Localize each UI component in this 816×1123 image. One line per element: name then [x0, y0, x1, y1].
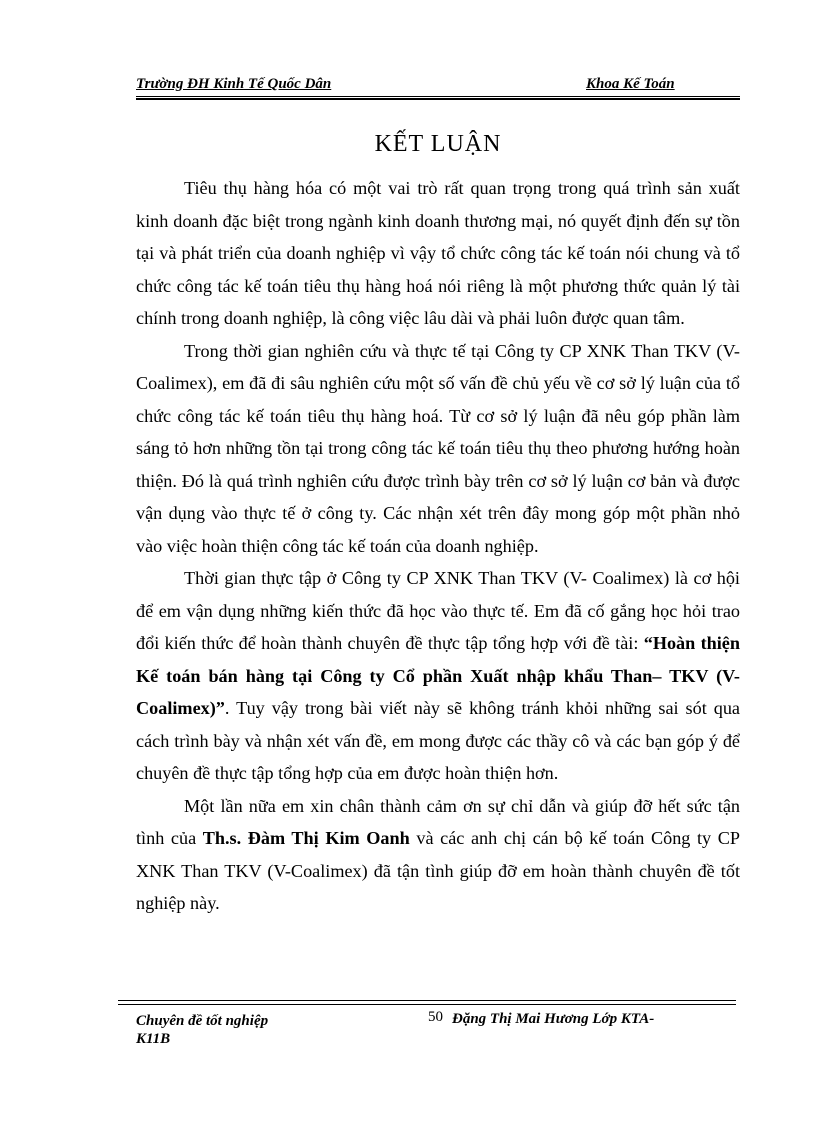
footer-rule-top — [118, 1000, 736, 1001]
footer-doc-type: Chuyên đề tốt nghiệp — [136, 1013, 269, 1029]
paragraph-3-text-b: . Tuy vậy trong bài viết này sẽ không tránh khỏi những sai sót qua cách trình bày và nhận xét vấn đề, em mong được các thầy cô và các bạn góp ý để chuyên đề thực tập tổng hợp của em được hoàn thiện hơn. — [136, 698, 740, 783]
paragraph-3-text-a: Thời gian thực tập ở Công ty CP XNK Than TKV (V- Coalimex) là cơ hội để em vận dụng những kiến thức đã học vào thực tế. Em đã cố gắng học hỏi trao đổi kiến thức để hoàn thành chuyên đề thực tập tổng hợp với đề tài: — [136, 568, 740, 653]
page-header — [136, 76, 740, 98]
thesis-topic: “Hoàn thiện Kế toán bán hàng tại Công ty Cổ phần Xuất nhập khẩu Than– TKV (V-Coalimex)” — [136, 633, 740, 718]
header-rule-thick — [136, 98, 740, 100]
paragraph-3 — [136, 562, 740, 790]
header-faculty: Khoa Kế Toán — [586, 76, 675, 92]
footer-rule-bottom — [118, 1004, 736, 1005]
paragraph-4 — [136, 790, 740, 920]
paragraph-1: Tiêu thụ hàng hóa có một vai trò rất quan trọng trong quá trình sản xuất kinh doanh đặc biệt trong ngành kinh doanh thương mại, nó quyết định đến sự tồn tại và phát triển của doanh nghiệp vì vậy tổ chức công tác kế toán nói chung và tổ chức công tác kế toán tiêu thụ hàng hoá nói riêng là một phương thức quản lý tài chính trong doanh nghiệp, là công việc lâu dài và phải luôn được quan tâm. — [136, 178, 740, 328]
paragraph-4-text-b: và các anh chị cán bộ kế toán Công ty CP XNK Than TKV (V-Coalimex) đã tận tình giúp đỡ em hoàn thành chuyên đề tốt nghiệp này. — [136, 828, 740, 913]
footer-author: Đặng Thị Mai Hương Lớp KTA- — [452, 1011, 655, 1027]
document-body — [136, 172, 740, 920]
advisor-name: Th.s. Đàm Thị Kim Oanh — [202, 828, 410, 848]
paragraph-2: Trong thời gian nghiên cứu và thực tế tại Công ty CP XNK Than TKV (V- Coalimex), em đã đi sâu nghiên cứu một số vấn đề chủ yếu về cơ sở lý luận của tổ chức công tác kế toán tiêu thụ hàng hoá. Từ cơ sở lý luận đã nêu góp phần làm sáng tỏ hơn những tồn tại trong công tác kế toán tiêu thụ theo phương hướng hoàn thiện. Đó là quá trình nghiên cứu được trình bày trên cơ sở lý luận cơ bản và được vận dụng vào thực tế ở công ty. Các nhận xét trên đây mong góp một phần nhỏ vào việc hoàn thiện công tác kế toán của doanh nghiệp. — [136, 340, 740, 556]
page-number: 50 — [428, 1009, 443, 1025]
header-university: Trường ĐH Kinh Tế Quốc Dân — [136, 76, 332, 92]
footer-class-suffix: K11B — [136, 1031, 171, 1047]
header-rule-thin — [136, 96, 740, 97]
page-title: KẾT LUẬN — [374, 131, 502, 157]
paragraph-4-text-a: Một lần nữa em xin chân thành cảm ơn sự chỉ dẫn và giúp đỡ hết sức tận tình của — [136, 795, 740, 848]
